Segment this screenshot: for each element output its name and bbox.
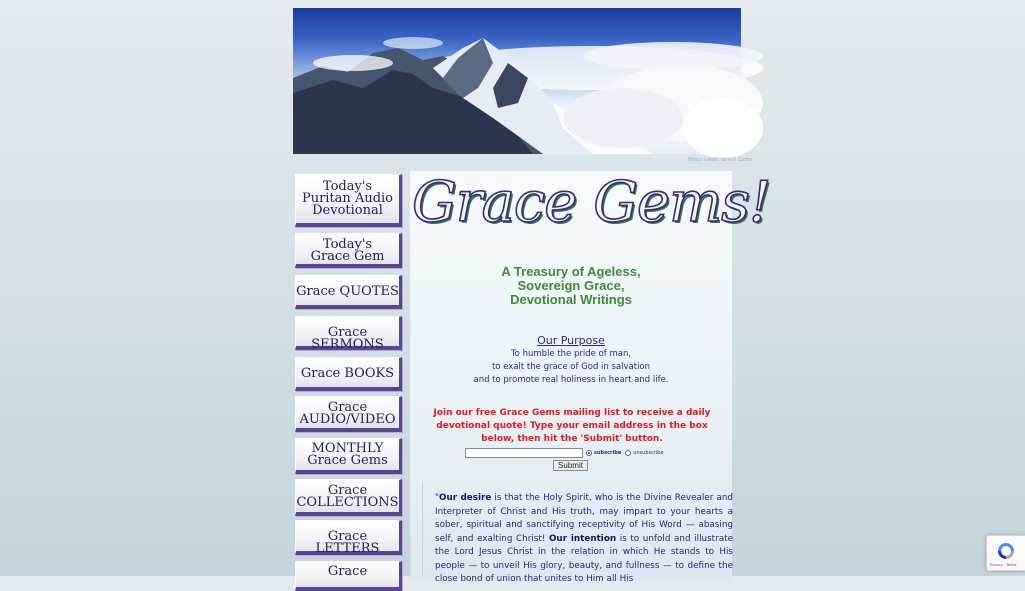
nav-grace-books[interactable]	[295, 357, 402, 391]
email-input[interactable]	[465, 448, 583, 458]
nav-monthly-grace-gems[interactable]	[295, 438, 402, 474]
nav-label-line: Grace	[327, 400, 368, 415]
purpose-line: and to promote real holiness in heart and life.	[473, 375, 669, 385]
submit-button[interactable]: Submit	[553, 460, 588, 471]
nav-grace-audio-video[interactable]	[295, 396, 402, 432]
nav-label-line: Today's	[322, 237, 373, 252]
recaptcha-badge[interactable]	[986, 535, 1025, 571]
purpose-line: To humble the pride of man,	[510, 349, 632, 359]
tagline-line: A Treasury of Ageless,	[501, 264, 641, 279]
nav-label-line: Today's	[322, 179, 373, 194]
nav-label-line: Grace SERMONS	[311, 325, 384, 352]
nav-label-line: Devotional	[312, 203, 383, 218]
purpose-heading: Our Purpose	[537, 334, 605, 347]
nav-todays-grace-gem[interactable]	[295, 233, 402, 268]
nav-label-line: Grace Gems	[307, 453, 388, 468]
intention-label: Our intention	[548, 533, 617, 544]
nav-label-line: Grace LETTERS	[315, 529, 380, 556]
nav-label-line: Puritan Audio	[301, 191, 394, 206]
nav-grace-letters[interactable]	[295, 520, 402, 555]
tagline-line: Sovereign Grace,	[517, 278, 625, 293]
desire-text: is that the Holy Spirit, who is the Divine Revealer and Interpreter of Christ and His truth, may impart to your hearts a sober, spiritual and sanctifying receptivity of His Word — abasing self, and exalting Christ!	[435, 493, 733, 544]
nav-audio-devotional[interactable]	[295, 174, 402, 227]
tagline-line: Devotional Writings	[510, 292, 632, 307]
nav-grace-collections[interactable]	[295, 479, 402, 516]
nav-grace-quotes[interactable]	[295, 275, 402, 309]
nav-grace-more[interactable]	[295, 561, 402, 591]
photo-credit[interactable]: Photo credit: Grace Gems	[688, 157, 753, 163]
nav-label-line: Grace QUOTES	[296, 284, 399, 299]
nav-label-line: COLLECTIONS	[296, 495, 399, 510]
recaptcha-icon	[996, 541, 1016, 561]
unsubscribe-radio[interactable]	[625, 450, 631, 456]
recaptcha-links[interactable]: Privacy - Terms	[990, 563, 1017, 567]
open-quote: "	[435, 493, 440, 503]
nav-label-line: AUDIO/VIDEO	[299, 412, 396, 427]
subscribe-label: subscribe	[594, 450, 622, 456]
desire-intention-quote	[422, 481, 735, 584]
mountain-banner-image	[293, 8, 741, 154]
nav-label-line: Grace	[327, 564, 368, 579]
purpose-text	[410, 348, 732, 387]
site-logo[interactable]: Grace Gems!	[412, 170, 771, 235]
desire-label: Our desire	[439, 493, 492, 503]
nav-label-line: Grace BOOKS	[300, 366, 395, 381]
quote-paragraph	[435, 492, 733, 587]
nav-label-line: MONTHLY	[311, 441, 384, 456]
nav-label-line: Grace Gem	[310, 249, 385, 264]
tagline	[410, 265, 732, 307]
mailing-list-invite: Join our free Grace Gems mailing list to receive a daily devotional quote! Type your email address in the box below, then hit the 'Submit' button.	[433, 408, 711, 444]
nav-label-line: Grace	[327, 483, 368, 498]
unsubscribe-label: unsubscribe	[633, 450, 664, 456]
intention-text: is to unfold and illustrate the Lord Jesus Christ in the relation in which He stands to His people — to unveil His glory, beauty, and fullness — to define the close bond of union that unites to Him all His	[435, 533, 733, 584]
mountain-illustration	[293, 8, 741, 154]
nav-grace-sermons[interactable]	[295, 316, 402, 350]
purpose-line: to exalt the grace of God in salvation	[491, 362, 651, 372]
subscribe-radio[interactable]	[586, 450, 592, 456]
subscribe-form	[465, 447, 664, 459]
